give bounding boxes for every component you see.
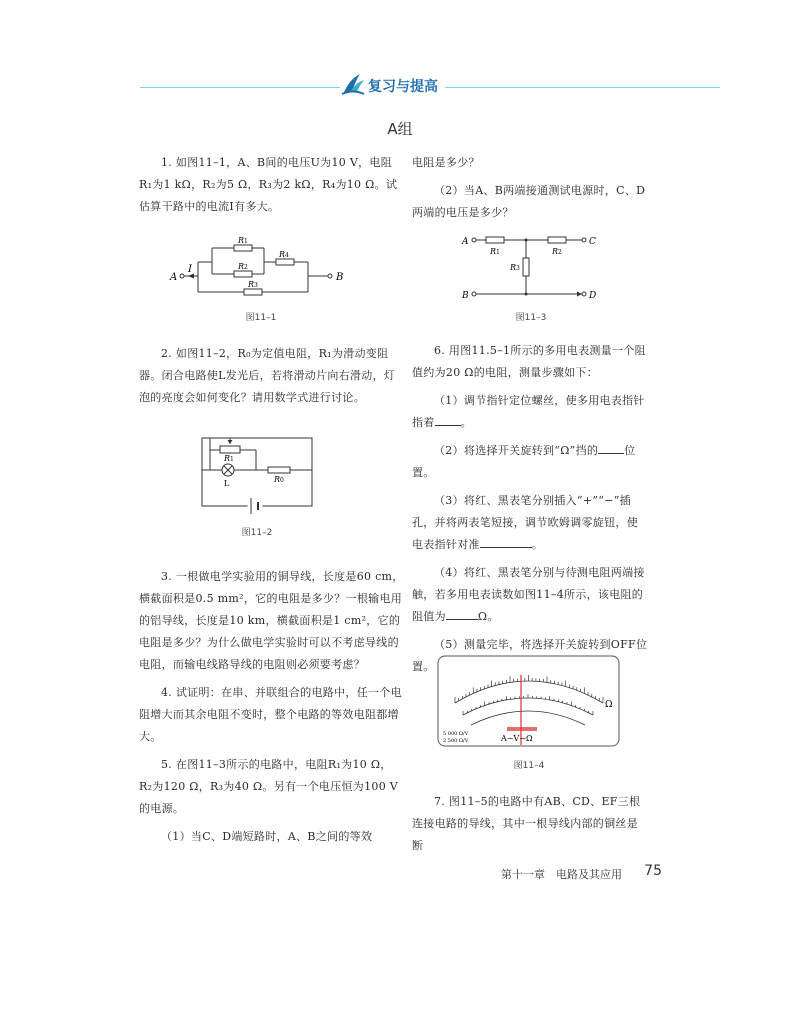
- answer-blank-2[interactable]: [598, 441, 624, 454]
- fig3-label-r2: R2: [552, 247, 562, 256]
- right-column-q7: [412, 791, 648, 863]
- fig1-label-a: A: [170, 272, 178, 283]
- fig1-label-r3: R3: [248, 280, 258, 289]
- fig3-label-r3: R3: [510, 263, 520, 272]
- figure-11-2-circuit: [198, 430, 322, 516]
- question-2: 2. 如图11–2，R₀为定值电阻，R₁为滑动变阻器。闭合电路使L发光后，若将滑动片向右滑动，灯泡的亮度会如何变化？请用数学式进行讨论。: [139, 347, 396, 404]
- footer-chapter: 第十一章 电路及其应用: [501, 868, 622, 881]
- question-6-step-5: （5）测量完毕，将选择开关旋转到OFF位置。: [412, 638, 648, 673]
- left-column: [139, 152, 404, 224]
- figure-11-1-circuit: [168, 236, 358, 300]
- header-rule-right: [445, 87, 720, 88]
- fig1-label-i: I: [188, 264, 192, 275]
- figure-11-4-multimeter-dial: [437, 655, 620, 747]
- question-6-step-3: （3）将红、黑表笔分别插入“+”“−”插孔，并将两表笔短接，调节欧姆调零旋钮，使电表指针对准 。: [412, 494, 638, 551]
- question-6-step-4: （4）将红、黑表笔分别与待测电阻两端接触，若多用电表读数如图11–4所示，该电阻的阻值为 Ω。: [412, 566, 645, 623]
- figure-11-3-circuit: [458, 230, 608, 302]
- fig4-spec-1: 5 000 Ω/V: [443, 731, 469, 737]
- answer-blank-3[interactable]: [480, 535, 532, 548]
- fig1-label-b: B: [336, 272, 344, 283]
- fig3-label-r1: R1: [490, 247, 500, 256]
- fig1-label-r1: R1: [238, 236, 248, 245]
- fig2-label-r0: R0: [274, 475, 284, 484]
- answer-blank-1[interactable]: [435, 413, 461, 426]
- fig3-label-a: A: [462, 237, 469, 247]
- fig1-label-r4: R4: [279, 250, 289, 259]
- fig3-label-b: B: [462, 291, 469, 301]
- question-3: 3. 一根做电学实验用的铜导线，长度是60 cm，横截面积是0.5 mm²，它的电阻是多少？一根输电用的铝导线，长度是10 km，横截面积是1 cm²，它的电阻是多少？为什么做电学实验时可以不考虑导线的电阻，而输电线路导线的电阻则必须要考虑？: [139, 570, 404, 671]
- question-6: 6. 用图11.5–1所示的多用电表测量一个阻值约为20 Ω的电阻，测量步骤如下：: [412, 344, 646, 379]
- fig4-omega: Ω: [605, 700, 613, 710]
- header-logo-icon: [340, 70, 366, 98]
- right-column-q6: [412, 340, 648, 684]
- question-6-step-1: （1）调节指针定位螺丝，使多用电表指针指着 。: [412, 394, 645, 429]
- question-5-part-1: （1）当C、D端短路时，A、B之间的等效: [161, 830, 373, 843]
- figure-11-4-caption: 图11–4: [513, 761, 545, 771]
- header-title: 复习与提高: [368, 79, 438, 95]
- figure-11-1-caption: 图11–1: [245, 313, 277, 323]
- fig2-label-r1: R1: [224, 454, 234, 463]
- page-number: 75: [644, 863, 662, 879]
- question-5-part-2: （2）当A、B两端接通测试电源时，C、D两端的电压是多少？: [412, 184, 646, 219]
- figure-11-2-caption: 图11–2: [241, 528, 273, 538]
- fig2-label-l: L: [224, 479, 230, 488]
- right-column: [412, 152, 648, 230]
- fig1-label-r2: R2: [238, 262, 248, 271]
- fig4-avo-label: A−V−Ω: [501, 734, 533, 743]
- question-1: 1. 如图11–1，A、B间的电压U为10 V，电阻R₁为1 kΩ，R₂为5 Ω，R₃为2 kΩ，R₄为10 Ω。试估算干路中的电流I有多大。: [139, 156, 398, 213]
- fig3-label-c: C: [589, 237, 596, 247]
- figure-11-3-caption: 图11–3: [515, 313, 547, 323]
- question-7: 7. 图11–5的电路中有AB、CD、EF三根连接电路的导线，其中一根导线内部的铜丝是断: [412, 795, 641, 852]
- fig4-spec-2: 2 500 Ω/V: [443, 738, 469, 744]
- fig3-label-d: D: [589, 291, 597, 301]
- question-4: 4. 试证明：在串、并联组合的电路中，任一个电阻增大而其余电阻不变时，整个电路的等效电阻都增大。: [139, 686, 402, 743]
- question-5-part-1-cont: 电阻是多少？: [412, 156, 480, 169]
- left-column-q2: [139, 343, 404, 415]
- left-column-lower: [139, 566, 404, 854]
- header-rule-left: [140, 87, 340, 88]
- question-5: 5. 在图11–3所示的电路中，电阻R₁为10 Ω，R₂为120 Ω，R₃为40 Ω。另有一个电压恒为100 V的电源。: [139, 758, 399, 815]
- group-title: A组: [387, 120, 413, 138]
- question-6-step-2: （2）将选择开关旋转到“Ω”挡的 位置。: [412, 440, 648, 484]
- answer-blank-4[interactable]: [446, 607, 478, 620]
